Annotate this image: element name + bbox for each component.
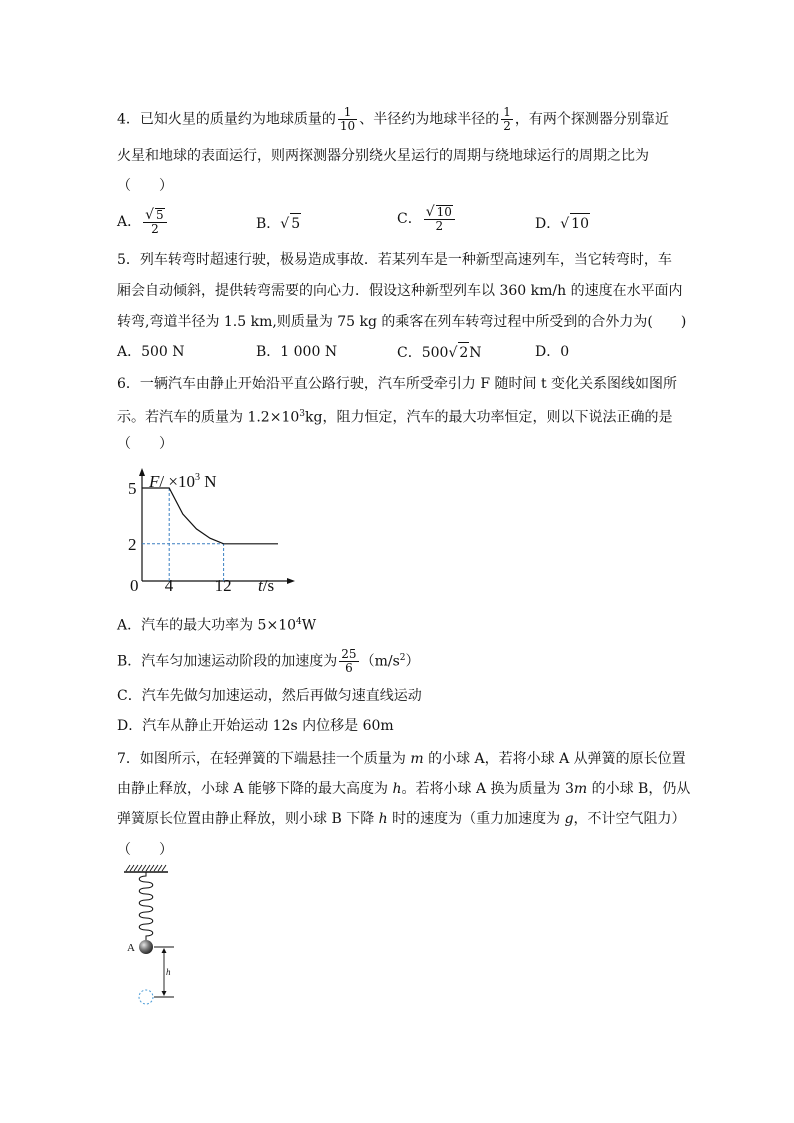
q6-option-b[interactable]: B．汽车匀加速运动阶段的加速度为 $\frac{25}{6}$ $(m/s^2)$ <box>117 647 420 676</box>
x-axis-arrow <box>287 578 295 584</box>
spring-coil <box>139 872 153 940</box>
q6-option-c[interactable]: C．汽车先做匀加速运动，然后再做匀速直线运动 <box>117 688 422 704</box>
q4-line2: 火星和地球的表面运行，则两探测器分别绕火星运行的周期与绕地球运行的周期之比为 <box>117 148 649 164</box>
q5-line1: 5．列车转弯时超速行驶，极易造成事故．若某列车是一种新型高速列车，当它转弯时，车 <box>117 252 672 268</box>
ball-final-position <box>139 990 153 1004</box>
q7-line3: 弹簧原长位置由静止释放，则小球 B 下降 h 时的速度为（重力加速度为 g，不计空气阻力） <box>117 811 686 827</box>
q5-option-b[interactable]: B．1 000 N <box>256 344 338 360</box>
fraction: $\frac{1}{2}$ <box>503 105 511 133</box>
q4-option-b[interactable]: B．√ 5 <box>256 213 301 234</box>
ball-a-label: A <box>127 942 135 954</box>
q5-line3: 转弯,弯道半径为 1.5 km,则质量为 75 kg 的乘客在列车转弯过程中所受到的合外力为( ) <box>117 314 687 330</box>
arrow-head-top <box>162 948 167 953</box>
force-curve <box>142 488 278 544</box>
y-tick-label: 2 <box>128 534 137 554</box>
q4-line1: 4．已知火星的质量约为地球质量的 $\frac{1}{10}$ 、半径约为地球半径的 $\frac{1}{2}$ ，有两个探测器分别靠近 <box>117 105 669 133</box>
x-tick-label: 12 <box>214 576 232 595</box>
y-axis-label: $F/ \times 10^3$ N <box>149 472 217 491</box>
q7-line2: 由静止释放，小球 A 能够下降的最大高度为 h。若将小球 A 换为质量为 3m 的小球 B，仍从 <box>117 781 691 797</box>
q6-line2: 示。若汽车的质量为 $1.2\times 10^3kg$，阻力恒定，汽车的最大功率恒定，则以下说法正确的是 <box>117 409 673 426</box>
q5-option-d[interactable]: D．0 <box>535 344 570 360</box>
ceiling-hatch <box>126 865 166 871</box>
q7-bracket: （ ） <box>117 842 173 858</box>
q4-option-c[interactable]: C． $\frac{√ 10}{2}$ <box>397 205 457 233</box>
ball-a <box>139 940 153 954</box>
q6-option-a[interactable]: A．汽车的最大功率为 $5\times 10^4W$ <box>117 617 317 634</box>
y-axis-arrow <box>139 468 145 476</box>
fraction: $\frac{1}{10}$ <box>339 105 356 133</box>
q5-line2: 厢会自动倾斜，提供转弯需要的向心力．假设这种新型列车以 360 km/h 的速度在水平面内 <box>117 283 683 299</box>
q4-option-d[interactable]: D．√ 10 <box>535 213 590 234</box>
q6-bracket: （ ） <box>117 436 173 452</box>
height-label: h <box>166 967 171 977</box>
x-axis-label: t/s <box>258 576 275 595</box>
q6-line1: 6．一辆汽车由静止开始沿平直公路行驶，汽车所受牵引力 F 随时间 t 变化关系图线如图所 <box>117 376 678 392</box>
spring-figure <box>118 864 188 1009</box>
origin-label: 0 <box>130 576 139 595</box>
q7-line1: 7．如图所示，在轻弹簧的下端悬挂一个质量为 m 的小球 A，若将小球 A 从弹簧的原长位置 <box>117 751 686 767</box>
q6-option-d[interactable]: D．汽车从静止开始运动 12s 内位移是 60m <box>117 718 394 734</box>
q4-option-a[interactable]: A． $\frac{√ 5}{2}$ <box>117 208 169 236</box>
force-time-chart <box>118 465 298 595</box>
q5-option-c[interactable]: C．500√ 2N <box>397 342 482 363</box>
x-tick-label: 4 <box>164 576 174 595</box>
y-tick-label: 5 <box>128 479 137 498</box>
q4-bracket: （ ） <box>117 178 173 194</box>
arrow-head-bottom <box>162 991 167 996</box>
q5-option-a[interactable]: A．500 N <box>117 344 185 360</box>
